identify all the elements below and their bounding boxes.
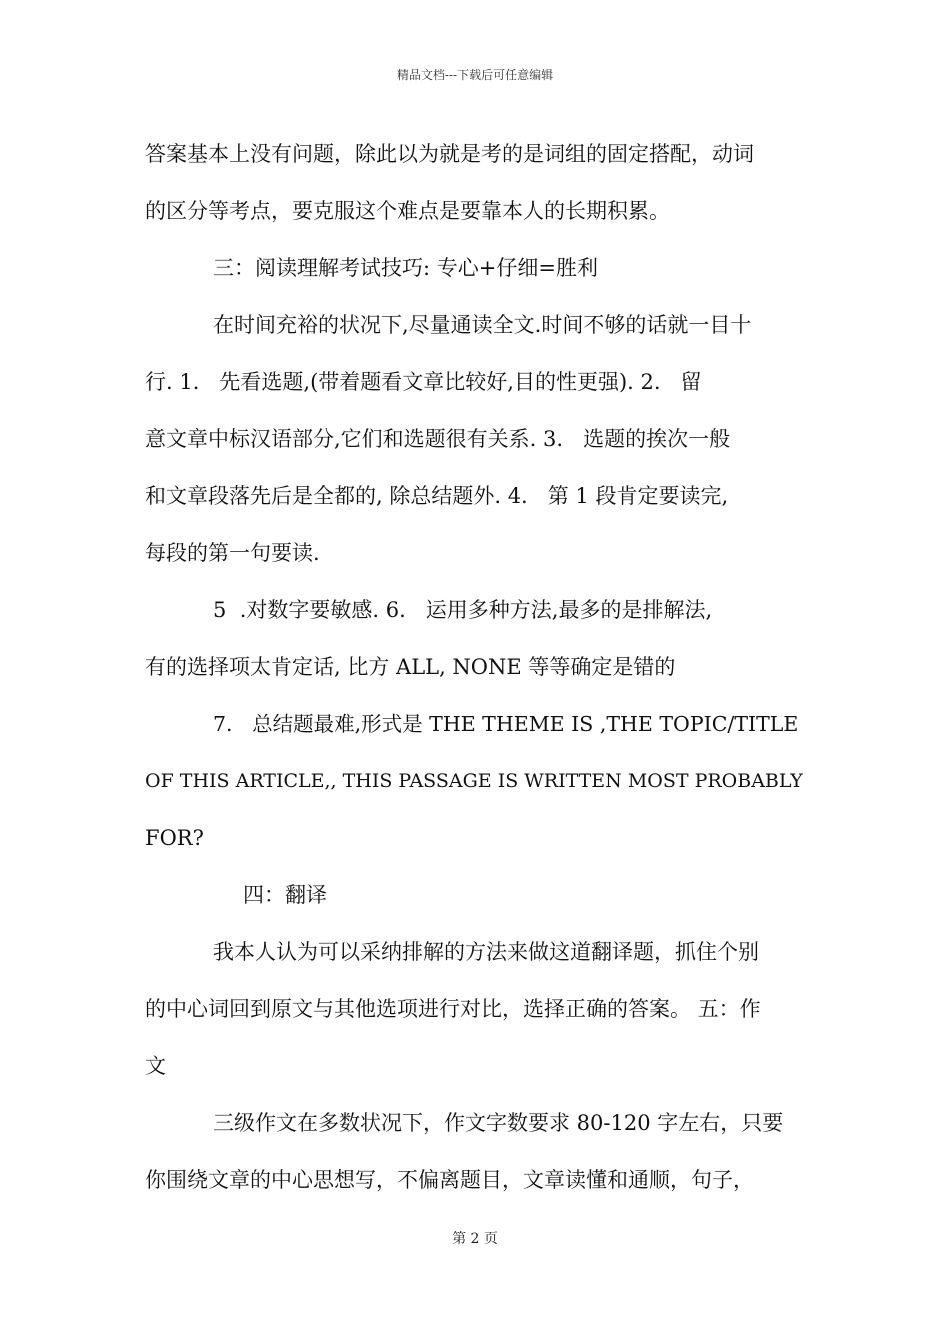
text-line: 5 .对数字要敏感. 6. 运用多种方法,最多的是排解法,	[213, 598, 713, 622]
text-line: 意文章中标汉语部分,它们和选题很有关系. 3. 选题的挨次一般	[145, 427, 731, 451]
document-body	[145, 126, 807, 1209]
text-line: 有的选择项太肯定话, 比方 ALL, NONE 等等确定是错的	[145, 655, 676, 679]
text-line: 的中心词回到原文与其他选项进行对比，选择正确的答案。 五：作	[145, 997, 761, 1021]
text-line: FOR?	[145, 826, 204, 850]
text-line: 和文章段落先后是全都的, 除总结题外. 4. 第 1 段肯定要读完,	[145, 484, 729, 508]
text-line: OF THIS ARTICLE,, THIS PASSAGE IS WRITTEN MOST PROBABLY	[145, 770, 803, 792]
section-heading-reading: 三：阅读理解考试技巧: 专心+仔细=胜利	[213, 256, 598, 280]
page-header: 精品文档---下载后可任意编辑	[396, 68, 554, 82]
page-number: 第 2 页	[452, 1231, 498, 1247]
text-line: 7. 总结题最难,形式是 THE THEME IS ,THE TOPIC/TITLE	[213, 712, 799, 736]
text-line: 文	[145, 1054, 166, 1078]
text-line: 你围绕文章的中心思想写，不偏离题目，文章读懂和通顺，句子，	[145, 1168, 754, 1192]
section-heading-translation: 四：翻译	[243, 883, 327, 907]
text-line: 行. 1. 先看选题,(带着题看文章比较好,目的性更强). 2. 留	[145, 370, 702, 394]
text-line: 在时间充裕的状况下,尽量通读全文.时间不够的话就一目十	[213, 313, 752, 337]
text-line: 每段的第一句要读.	[145, 541, 320, 565]
text-line: 三级作文在多数状况下，作文字数要求 80-120 字左右，只要	[213, 1111, 784, 1135]
text-line: 的区分等考点，要克服这个难点是要靠本人的长期积累。	[145, 199, 670, 223]
text-line: 我本人认为可以采纳排解的方法来做这道翻译题，抓住个别	[213, 940, 759, 964]
text-line: 答案基本上没有问题，除此以为就是考的是词组的固定搭配，动词	[145, 142, 754, 166]
